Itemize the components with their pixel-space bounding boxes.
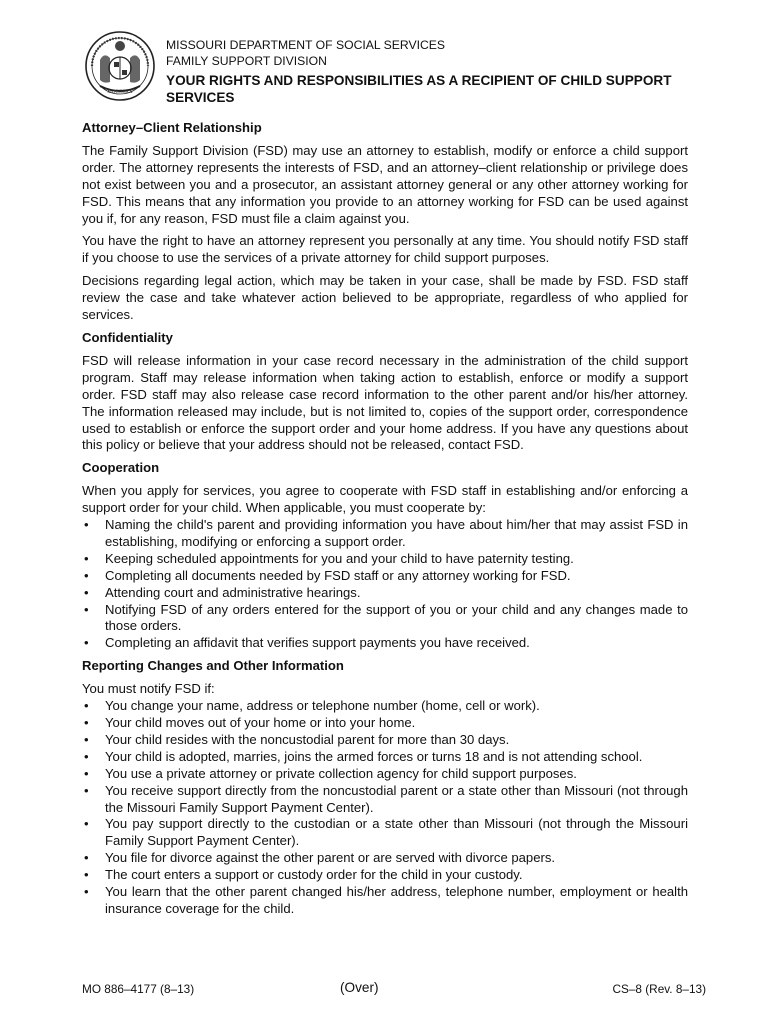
list-item: • Your child moves out of your home or into your home. [82,715,688,732]
paragraph: FSD will release information in your case record necessary in the administration of the child support program. Staff may release information when taking action to establish, enforce or modify a support order. FSD staff may also release case record information to the other parent and/or his/her attorney. The information released may include, but is not limited to, copies of the support order, correspondence used to establish or enforce the support order and your home address. If you have any questions about this policy or believe that your address should not be released, contact FSD. [82,352,688,453]
list-item: • You learn that the other parent changed his/her address, telephone number, employment or health insurance coverage for the child. [82,884,688,918]
attorney-client-section [82,120,688,324]
over-label: (Over) [340,980,379,995]
list-item: • Attending court and administrative hearings. [82,585,688,602]
form-number: MO 886–4177 (8–13) [82,982,195,996]
section-heading: Reporting Changes and Other Information [82,658,344,674]
paragraph: You have the right to have an attorney represent you personally at any time. You should notify FSD staff if you choose to use the services of a private attorney for child support purposes. [82,233,688,266]
list-item: • Your child is adopted, marries, joins the armed forces or turns 18 and is not attending school. [82,749,688,766]
list-item: • You file for divorce against the other parent or are served with divorce papers. [82,850,688,867]
revision-label: CS–8 (Rev. 8–13) [612,982,706,996]
paragraph: You must notify FSD if: [82,681,215,697]
bullet-list [82,698,688,918]
reporting-changes-section [82,658,688,918]
svg-text:MDCCCXX: MDCCCXX [107,90,133,95]
paragraph: When you apply for services, you agree to cooperate with FSD staff in establishing and/or enforcing a support order for your child. When applicable, you must cooperate by: [82,483,688,516]
list-item: • Completing all documents needed by FSD staff or any attorney working for FSD. [82,568,688,585]
list-item: • The court enters a support or custody order for the child in your custody. [82,867,688,884]
list-item: • Keeping scheduled appointments for you and your child to have paternity testing. [82,551,688,568]
paragraph: The Family Support Division (FSD) may use an attorney to establish, modify or enforce a child support order. The attorney represents the interests of FSD, and an attorney–client relationship or privilege does not exist between you and a prosecutor, an assistant attorney general or any other attorney working for FSD. This means that any information you provide to an attorney working for FSD can be used against you if, for any reason, FSD must file a claim against you. [82,142,688,226]
section-heading: Attorney–Client Relationship [82,120,262,135]
division-name: FAMILY SUPPORT DIVISION [166,54,327,68]
document-header [166,37,726,106]
list-item: • Notifying FSD of any orders entered for the support of you or your child and any changes made to those orders. [82,602,688,636]
paragraph: Decisions regarding legal action, which may be taken in your case, shall be made by FSD. FSD staff review the case and take whatever action believed to be appropriate, regardless of who applied for services. [82,273,688,323]
confidentiality-section [82,330,688,454]
list-item: • You use a private attorney or private collection agency for child support purposes. [82,766,688,783]
list-item: • You receive support directly from the noncustodial parent or a state other than Missouri (not through the Missouri Family Support Payment Center). [82,783,688,817]
document-title: YOUR RIGHTS AND RESPONSIBILITIES AS A RECIPIENT OF CHILD SUPPORT SERVICES [166,73,672,105]
missouri-state-seal-icon [84,30,156,102]
document-body [82,120,688,924]
list-item: • You change your name, address or telephone number (home, cell or work). [82,698,688,715]
section-heading: Confidentiality [82,329,173,345]
list-item: • Your child resides with the noncustodial parent for more than 30 days. [82,732,688,749]
list-item: • Naming the child's parent and providing information you have about him/her that may assist FSD in establishing, modifying or enforcing a support order. [82,517,688,551]
list-item: • You pay support directly to the custodian or a state other than Missouri (not through the Missouri Family Support Payment Center). [82,816,688,850]
department-name: MISSOURI DEPARTMENT OF SOCIAL SERVICES [166,38,446,52]
list-item: • Completing an affidavit that verifies support payments you have received. [82,635,688,652]
cooperation-section [82,460,688,652]
bullet-list [82,517,688,652]
section-heading: Cooperation [82,460,160,476]
